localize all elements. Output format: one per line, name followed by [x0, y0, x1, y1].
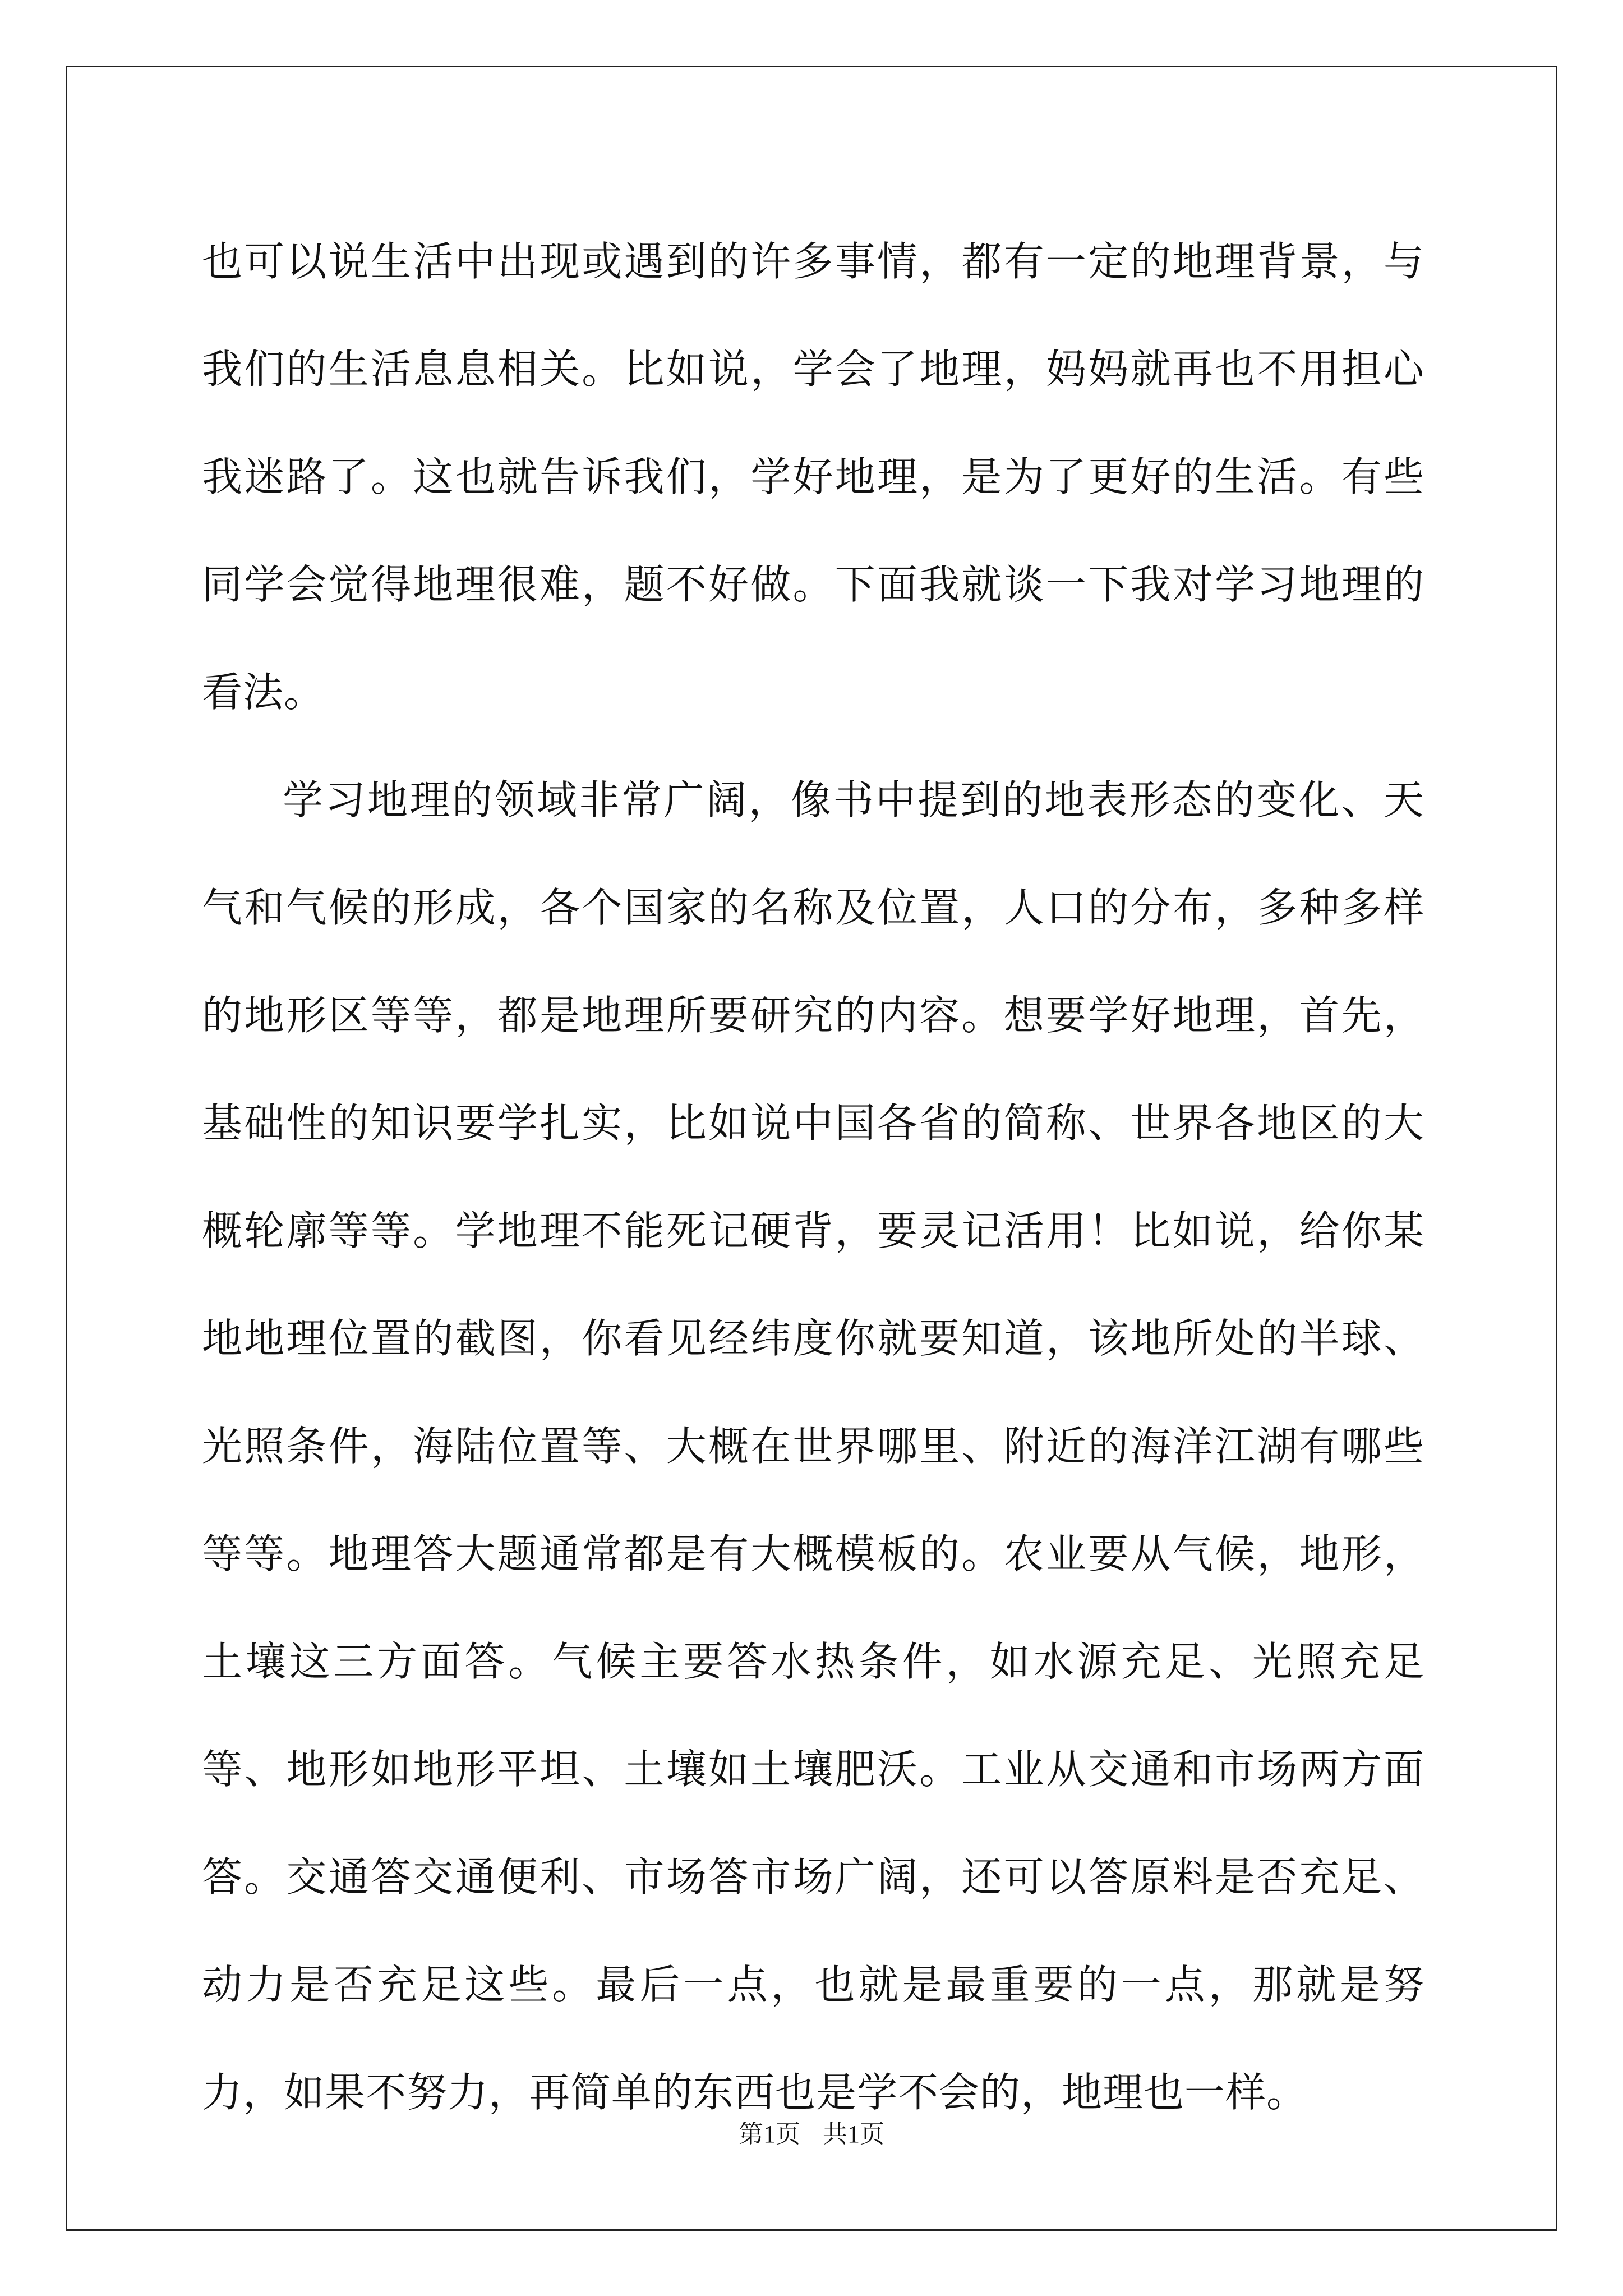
paragraph-2: 学习地理的领域非常广阔，像书中提到的地表形态的变化、天气和气候的形成，各个国家的名称及位置，人口的分布，多种多样的地形区等等，都是地理所要研究的内容。想要学好地理，首先，基础性的知识要学扎实，比如说中国各省的简称、世界各地区的大概轮廓等等。学地理不能死记硬背，要灵记活用！比如说，给你某地地理位置的截图，你看见经纬度你就要知道，该地所处的半球、光照条件，海陆位置等、大概在世界哪里、附近的海洋江湖有哪些等等。地理答大题通常都是有大概模板的。农业要从气候，地形，土壤这三方面答。气候主要答水热条件，如水源充足、光照充足等、地形如地形平坦、土壤如土壤肥沃。工业从交通和市场两方面答。交通答交通便利、市场答市场广阔，还可以答原料是否充足、动力是否充足这些。最后一点，也就是最重要的一点，那就是努力，如果不努力，再简单的东西也是学不会的，地理也一样。 [202, 776, 1424, 2116]
page-footer [0, 2118, 1623, 2151]
document-body [202, 208, 1424, 2146]
paragraph-1: 也可以说生活中出现或遇到的许多事情，都有一定的地理背景，与我们的生活息息相关。比如说，学会了地理，妈妈就再也不用担心我迷路了。这也就告诉我们，学好地理，是为了更好的生活。有些同学会觉得地理很难，题不好做。下面我就谈一下我对学习地理的看法。 [202, 238, 1424, 716]
page-number-total: 共1页 [823, 2120, 884, 2148]
page-number-current: 第1页 [739, 2120, 800, 2148]
